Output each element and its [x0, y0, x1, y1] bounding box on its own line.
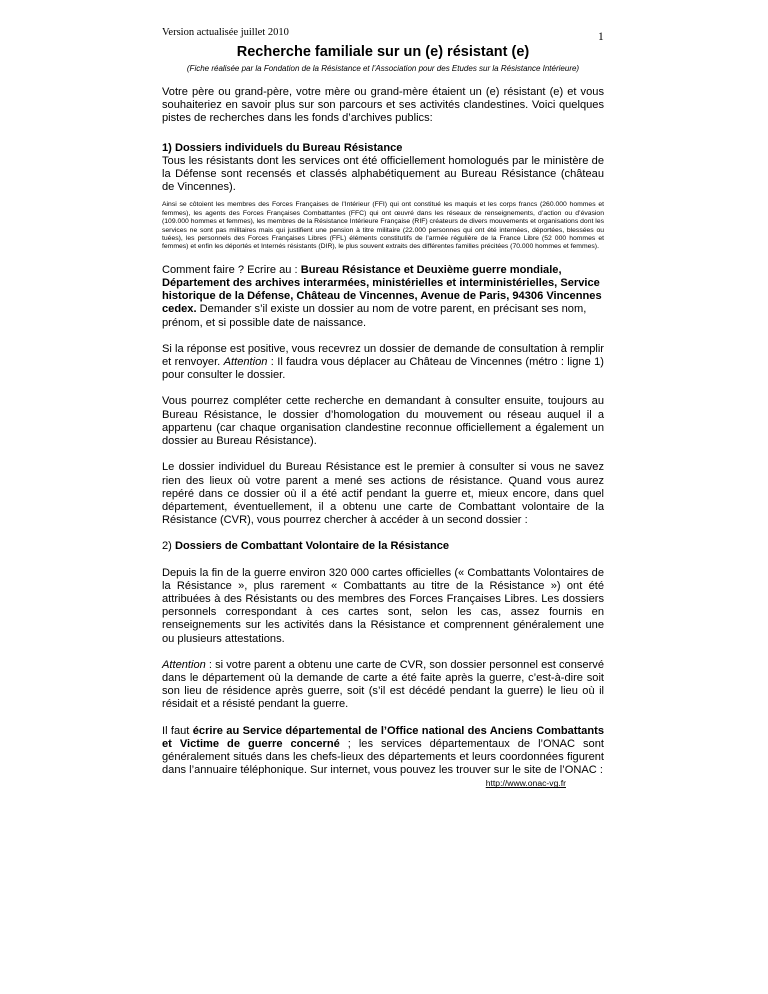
section1-heading-text: 1) Dossiers individuels du Bureau Résistance	[162, 141, 403, 154]
attention-paragraph	[162, 659, 604, 712]
first-file-paragraph: Le dossier individuel du Bureau Résistance est le premier à consulter si vous ne savez rien des lieux où votre parent a mené ses actions de résistance. Quand vous aurez repéré dans ce dossier où il a été actif pendant la guerre et, mieux encore, dans quel département, éventuellement, il a obtenu une carte de Combattant volontaire de la Résistance (CVR), vous pourrez chercher à accéder à un second dossier :	[162, 461, 604, 527]
section2-heading-num: 2)	[162, 540, 175, 553]
positive-paragraph	[162, 343, 604, 383]
write-bold: écrire au Service départemental de l’Office national des Anciens Combattants et Victime de guerre concerné	[162, 724, 604, 750]
page-number: 1	[598, 31, 604, 43]
attention-label: Attention	[162, 658, 206, 671]
section1-note: Ainsi se côtoient les membres des Forces Françaises de l’Intérieur (FFI) qui ont constitué les maquis et les corps francs (260.000 hommes et femmes), les agents des Forces Françaises Combattantes (FFC) qui ont œuvré dans les réseaux de renseignements, d’action ou d’évasion (109.000 hommes et femmes), les membres de la Résistance Intérieure Française (RIF) créateurs de divers mouvements et organisations dont les services ne sont pas militaires mais qui justifient une pension à titre militaire (22.000 personnes qui ont été internées, déportées, blessées ou tuées), les personnels des Forces Françaises Libres (FFL) éléments constitutifs de l’armée régulière de la France Libre (52 000 hommes et femmes) et enfin les déportés et Internés résistants (DIR), le plus souvent extraits des différentes familles précitées (70.000 hommes et femmes).	[162, 201, 604, 251]
howto-prefix: Comment faire ? Ecrire au :	[162, 263, 301, 276]
complete-paragraph: Vous pourrez compléter cette recherche en demandant à consulter ensuite, toujours au Bureau Résistance, le dossier d’homologation du mouvement ou réseau auquel il a appartenu (car chaque organisation clandestine reconnue officiellement a également un dossier au Bureau Résistance).	[162, 395, 604, 448]
document-title: Recherche familiale sur un (e) résistant (e)	[236, 44, 530, 60]
howto-request: Demander s’il existe un dossier au nom de votre parent, en précisant ses nom, prénom, et si possible date de naissance.	[162, 303, 587, 329]
section1-text: Tous les résistants dont les services ont été officiellement homologués par le ministère de la Défense sont recensés et classés alphabétiquement au Bureau Résistance (château de Vincennes).	[162, 154, 604, 194]
intro-paragraph: Votre père ou grand-père, votre mère ou grand-mère étaient un (e) résistant (e) et vous souhaiteriez en savoir plus sur son parcours et ses activités clandestines. Voici quelques pistes de recherches dans les fonds d’archives publics:	[162, 86, 604, 125]
positive-suffix: : Il faudra vous déplacer au Château de Vincennes (métro : ligne 1) pour consulter le dossier.	[162, 356, 604, 382]
attention-text: : si votre parent a obtenu une carte de CVR, son dossier personnel est conservé dans le département où la demande de carte a été faite après la guerre, c’est-à-dire soit son lieu de résidence après guerre, soit (s’il est décédé pendant la guerre) le lieu où il résidait et a résisté pendant la guerre.	[162, 658, 604, 711]
section2-heading-text: Dossiers de Combattant Volontaire de la Résistance	[174, 540, 450, 553]
onac-link[interactable]: http://www.onac-vg.fr	[485, 778, 566, 789]
positive-attention: Attention	[223, 356, 268, 369]
howto-paragraph	[162, 264, 604, 330]
write-paragraph	[162, 725, 604, 778]
section1-heading	[162, 142, 604, 155]
section2-heading	[162, 540, 604, 553]
version-header: Version actualisée juillet 2010	[162, 27, 289, 38]
section2-text: Depuis la fin de la guerre environ 320 000 cartes officielles (« Combattants Volontaires de la Résistance », plus rarement « Combattants au titre de la Résistance ») ont été attribuées à des Résistants ou des membres des Forces Françaises Libres. Les dossiers personnels correspondant à ces cartes sont, selon les cas, assez fournis en renseignements sur les activités dans la Résistance et comprennent généralement une ou plusieurs attestations.	[162, 566, 604, 645]
document-body	[162, 86, 604, 791]
document-subtitle: (Fiche réalisée par la Fondation de la Résistance et l’Association pour des Etudes sur la Résistance Intérieure)	[186, 64, 580, 73]
write-suffix: ; les services départementaux de l’ONAC sont généralement situés dans les chefs-lieux des départements et leurs coordonnées figurent dans l’annuaire téléphonique. Sur internet, vous pouvez les trouver sur le site de l’ONAC :	[162, 737, 604, 777]
onac-url-line	[162, 777, 604, 790]
write-prefix: Il faut	[162, 724, 193, 737]
howto-address: Bureau Résistance et Deuxième guerre mondiale, Département des archives interarmées, ministérielles et interministérielles, Service historique de la Défense, Château de Vincennes, Avenue de Paris, 94306 Vincennes cedex.	[162, 263, 602, 316]
positive-prefix: Si la réponse est positive, vous recevrez un dossier de demande de consultation à remplir et renvoyer.	[162, 342, 604, 369]
